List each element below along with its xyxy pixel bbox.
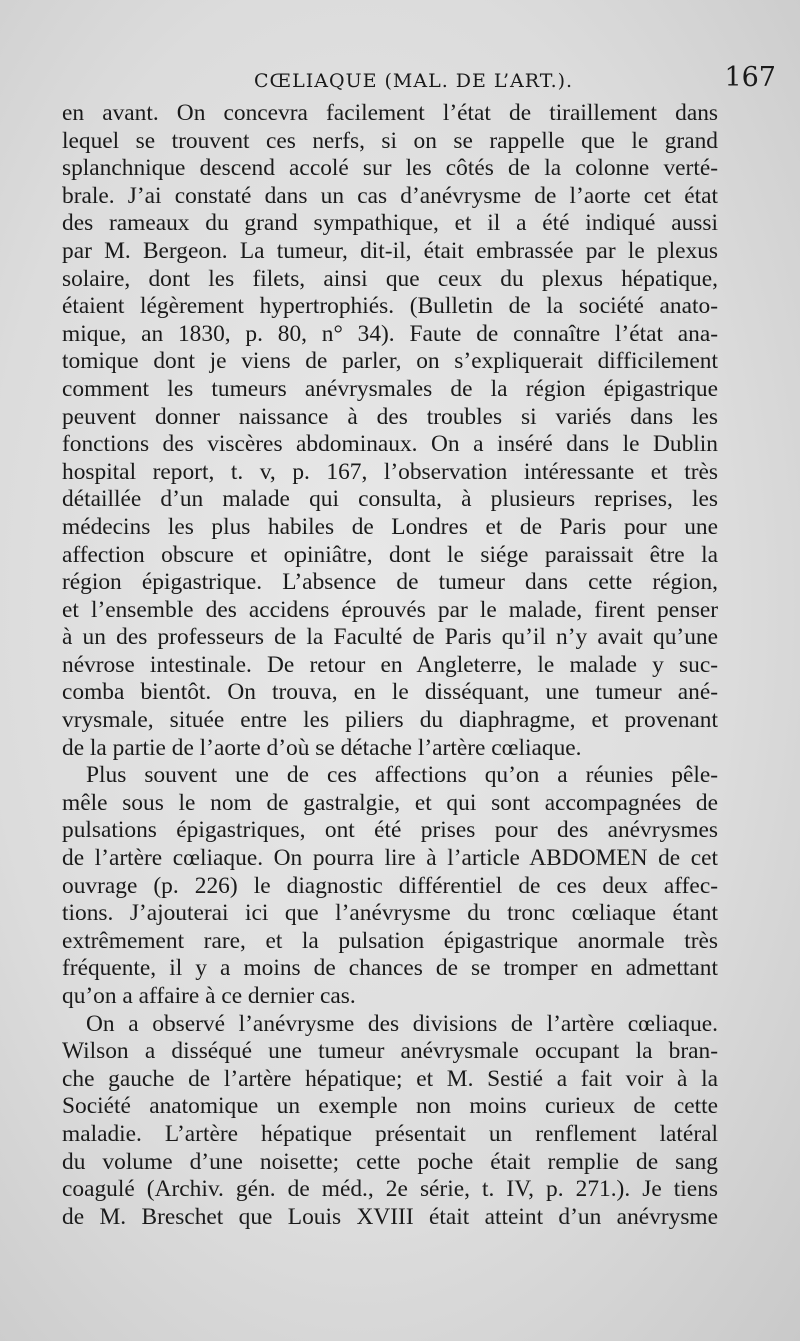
text-line: tomique dont je viens de parler, on s’expliquerait difficilement — [62, 348, 718, 375]
body-text — [62, 100, 718, 1231]
text-line: maladie. L’artère hépatique présentait un renflement latéral — [62, 1120, 718, 1147]
text-line: Wilson a disséqué une tumeur anévrysmale occupant la bran- — [62, 1038, 718, 1065]
text-line: lequel se trouvent ces nerfs, si on se rappelle que le grand — [62, 127, 718, 154]
text-line: fréquente, il y a moins de chances de se tromper en admettant — [62, 955, 718, 982]
text-line: mêle sous le nom de gastralgie, et qui sont accompagnées de — [62, 789, 718, 816]
running-head: CŒLIAQUE (MAL. DE L’ART.). — [254, 70, 574, 92]
text-line: brale. J’ai constaté dans un cas d’anévrysme de l’aorte cet état — [62, 182, 718, 209]
text-line: solaire, dont les filets, ainsi que ceux du plexus hépatique, — [62, 265, 718, 292]
text-line: che gauche de l’artère hépatique; et M. Sestié a fait voir à la — [62, 1065, 718, 1092]
text-line: peuvent donner naissance à des troubles si variés dans les — [62, 403, 718, 430]
text-line: de la partie de l’aorte d’où se détache l’artère cœliaque. — [62, 734, 582, 761]
text-line: en avant. On concevra facilement l’état de tiraillement dans — [62, 100, 718, 126]
text-line: région épigastrique. L’absence de tumeur dans cette région, — [62, 569, 718, 596]
text-line: affection obscure et opiniâtre, dont le siége paraissait être la — [62, 541, 718, 568]
text-line: et l’ensemble des accidens éprouvés par le malade, firent penser — [62, 596, 718, 623]
text-line: comment les tumeurs anévrysmales de la région épigastrique — [62, 375, 718, 402]
page-number: 167 — [724, 62, 776, 93]
text-line: de l’artère cœliaque. On pourra lire à l’article ABDOMEN de cet — [62, 845, 718, 872]
text-line: splanchnique descend accolé sur les côtés de la colonne verté- — [62, 155, 718, 182]
text-line: à un des professeurs de la Faculté de Paris qu’il n’y avait qu’une — [62, 624, 718, 651]
text-line: mique, an 1830, p. 80, n° 34). Faute de connaître l’état ana- — [62, 320, 718, 347]
page-header — [60, 62, 776, 102]
text-line: des rameaux du grand sympathique, et il a été indiqué aussi — [62, 210, 718, 237]
text-line: hospital report, t. v, p. 167, l’observation intéressante et très — [62, 458, 718, 485]
text-line: Plus souvent une de ces affections qu’on a réunies pêle- — [86, 762, 718, 789]
text-line: du volume d’une noisette; cette poche était remplie de sang — [62, 1148, 718, 1175]
text-line: vrysmale, située entre les piliers du diaphragme, et provenant — [62, 707, 718, 734]
text-line: fonctions des viscères abdominaux. On a inséré dans le Dublin — [62, 431, 718, 458]
text-line: qu’on a affaire à ce dernier cas. — [62, 983, 356, 1009]
text-line: extrêmement rare, et la pulsation épigastrique anormale très — [62, 927, 718, 954]
text-line: par M. Bergeon. La tumeur, dit-il, était embrassée par le plexus — [62, 237, 718, 264]
text-line: détaillée d’un malade qui consulta, à plusieurs reprises, les — [62, 486, 718, 513]
text-line: Société anatomique un exemple non moins curieux de cette — [62, 1093, 718, 1120]
text-line: de M. Breschet que Louis XVIII était atteint d’un anévrysme — [62, 1203, 718, 1230]
text-line: comba bientôt. On trouva, en le disséquant, une tumeur ané- — [62, 679, 718, 706]
text-line: pulsations épigastriques, ont été prises pour des anévrysmes — [62, 817, 718, 844]
text-line: ouvrage (p. 226) le diagnostic différentiel de ces deux affec- — [62, 872, 718, 899]
text-line: coagulé (Archiv. gén. de méd., 2e série, t. IV, p. 271.). Je tiens — [62, 1176, 718, 1203]
text-line: étaient légèrement hypertrophiés. (Bulletin de la société anato- — [62, 293, 718, 320]
text-line: On a observé l’anévrysme des divisions de l’artère cœliaque. — [86, 1010, 718, 1037]
text-line: névrose intestinale. De retour en Angleterre, le malade y suc- — [62, 651, 718, 678]
text-line: médecins les plus habiles de Londres et de Paris pour une — [62, 513, 718, 540]
text-line: tions. J’ajouterai ici que l’anévrysme du tronc cœliaque étant — [62, 900, 718, 927]
